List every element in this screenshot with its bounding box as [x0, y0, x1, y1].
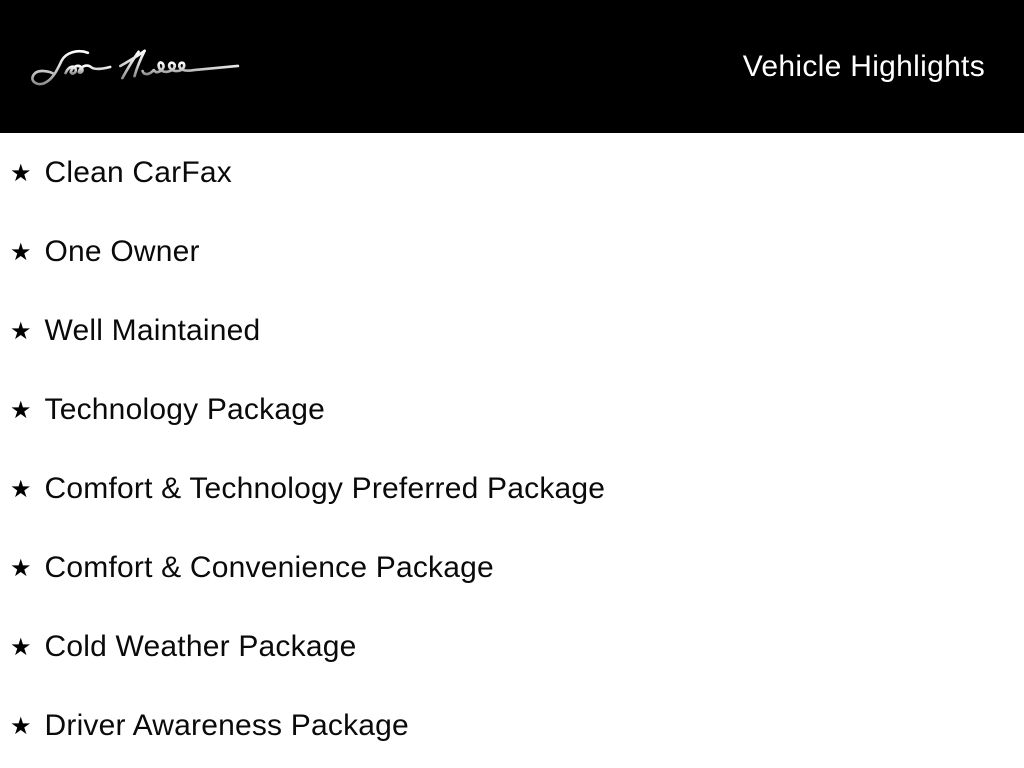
list-item: [0, 133, 1024, 212]
header: [0, 0, 1024, 133]
star-icon: ★: [10, 239, 32, 266]
highlight-label: Driver Awareness Package: [44, 708, 409, 742]
highlight-label: Comfort & Technology Preferred Package: [44, 471, 606, 505]
list-item: [0, 370, 1024, 449]
list-item: [0, 291, 1024, 370]
list-item: [0, 528, 1024, 607]
highlight-label: Cold Weather Package: [44, 629, 357, 663]
highlights-list: [0, 133, 1024, 765]
signature-icon: [25, 45, 243, 89]
list-item: [0, 449, 1024, 528]
star-icon: ★: [10, 476, 32, 503]
highlight-label: Comfort & Convenience Package: [44, 550, 494, 584]
page-title: Vehicle Highlights: [742, 49, 985, 83]
star-icon: ★: [10, 397, 32, 424]
list-item: [0, 686, 1024, 765]
star-icon: ★: [10, 555, 32, 582]
highlight-label: Well Maintained: [44, 313, 261, 347]
star-icon: ★: [10, 318, 32, 345]
highlight-label: One Owner: [44, 234, 200, 268]
star-icon: ★: [10, 160, 32, 187]
highlight-label: Clean CarFax: [44, 155, 232, 189]
star-icon: ★: [10, 634, 32, 661]
list-item: [0, 212, 1024, 291]
star-icon: ★: [10, 713, 32, 740]
jim-hudson-logo: [25, 45, 243, 89]
list-item: [0, 607, 1024, 686]
highlight-label: Technology Package: [44, 392, 325, 426]
